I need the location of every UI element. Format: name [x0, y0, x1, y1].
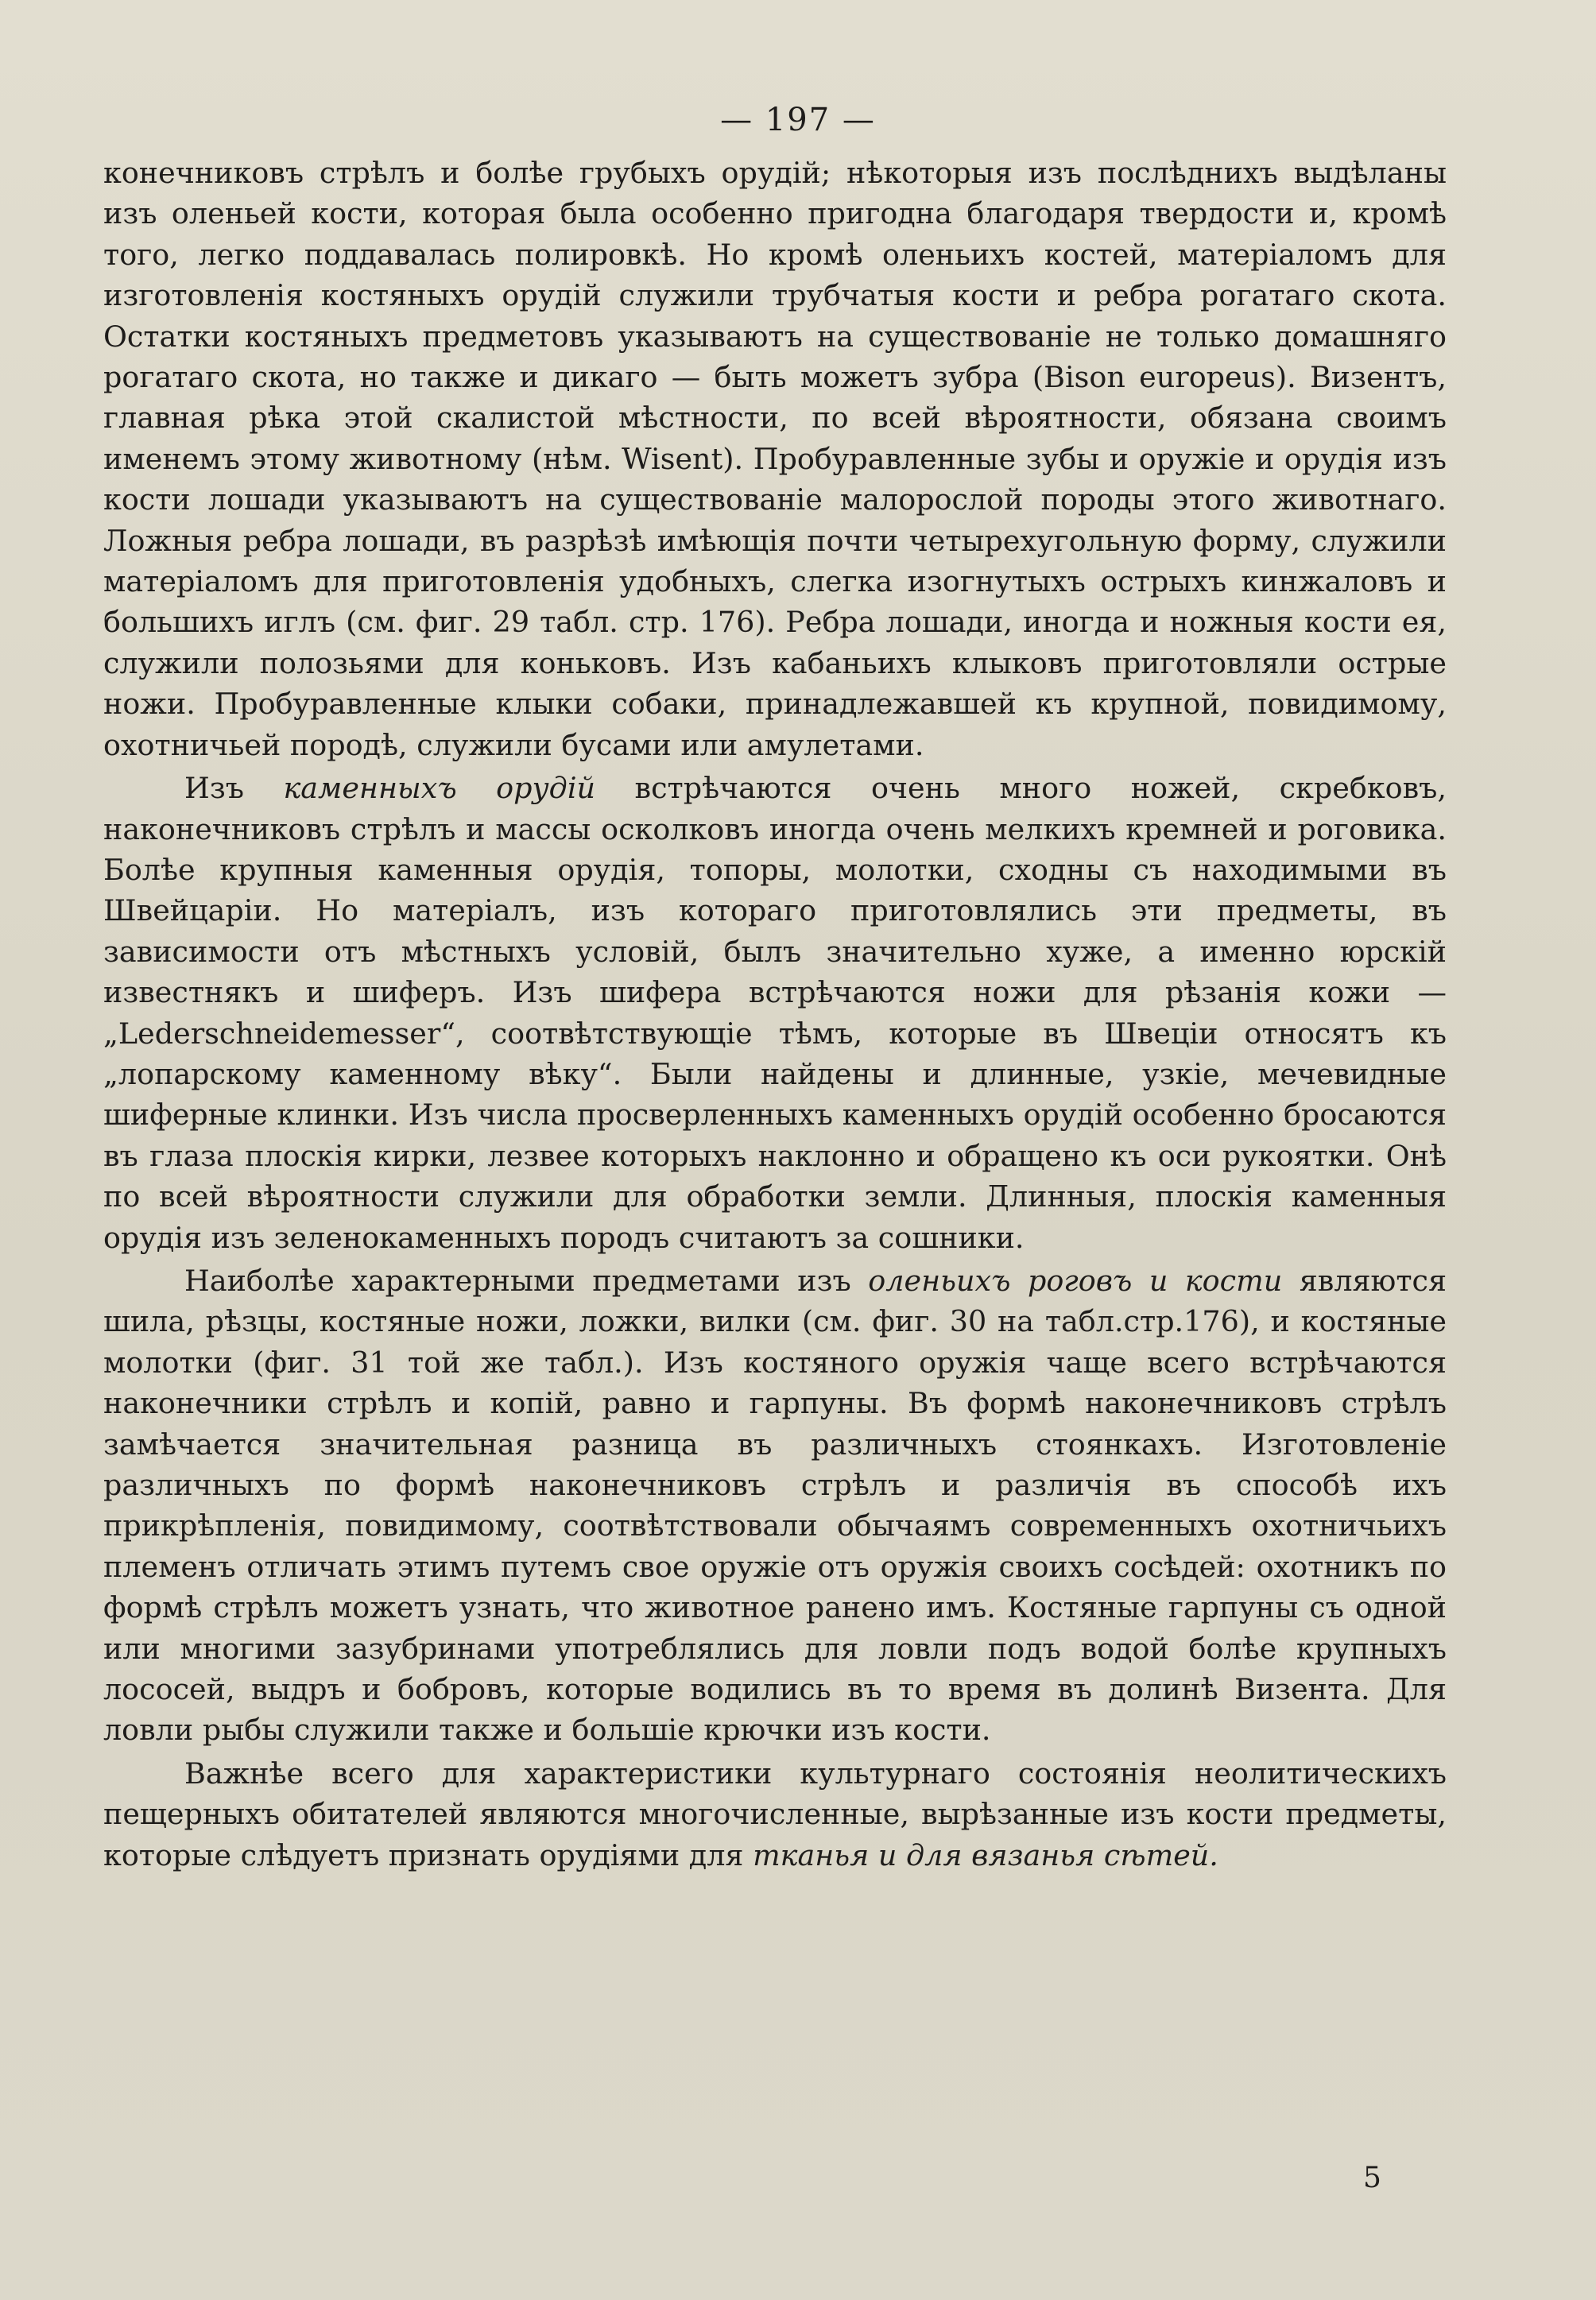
- paragraph-2-lead: Изъ: [184, 771, 284, 806]
- paragraph-3-rest: являются шила, рѣзцы, костяные ножи, ложки, вилки (см. фиг. 30 на табл.стр.176), и костяные молотки (фиг. 31 той же табл.). Изъ костяного оружія чаще всего встрѣчаются наконечники стрѣлъ и копій, равно и гарпуны. Въ формѣ наконечниковъ стрѣлъ замѣчается значительная разница въ различныхъ стоянкахъ. Изготовленіе различныхъ по формѣ наконечниковъ стрѣлъ и различія въ способѣ ихъ прикрѣпленія, повидимому, соотвѣтствовали обычаямъ современныхъ охотничьихъ племенъ отличать этимъ путемъ свое оружіе отъ оружія своихъ сосѣдей: охотникъ по формѣ стрѣлъ можетъ узнать, что животное ранено имъ. Костяные гарпуны съ одной или многими зазубринами употреблялись для ловли подъ водой болѣе крупныхъ лососей, выдръ и бобровъ, которые водились въ то время въ долинѣ Визента. Для ловли рыбы служили также и большіе крючки изъ кости.: [103, 1263, 1447, 1748]
- emphasis-antler-bone: оленьихъ роговъ и кости: [868, 1263, 1283, 1298]
- paragraph-4-lead: Важнѣе всего для характеристики культурнаго состоянія неолитическихъ пещерныхъ обитателей являются многочисленные, вырѣзанные изъ кости предметы, которые слѣдуетъ признать орудіями для: [103, 1756, 1447, 1872]
- paragraph-1: конечниковъ стрѣлъ и болѣе грубыхъ орудій; нѣкоторыя изъ послѣднихъ выдѣланы изъ оленьей кости, которая была особенно пригодна благодаря твердости и, кромѣ того, легко поддавалась полировкѣ. Но кромѣ оленьихъ костей, матеріаломъ для изготовленія костяныхъ орудій служили трубчатыя кости и ребра рогатаго скота. Остатки костяныхъ предметовъ указываютъ на существованіе не только домашняго рогатаго скота, но также и дикаго — быть можетъ зубра (Bison europeus). Визентъ, главная рѣка этой скалистой мѣстности, по всей вѣроятности, обязана своимъ именемъ этому животному (нѣм. Wisent). Пробуравленные зубы и оружіе и орудія изъ кости лошади указываютъ на существованіе малорослой породы этого животнаго. Ложныя ребра лошади, въ разрѣзѣ имѣющія почти четырехугольную форму, служили матеріаломъ для приготовленія удобныхъ, слегка изогнутыхъ острыхъ кинжаловъ и большихъ иглъ (см. фиг. 29 табл. стр. 176). Ребра лошади, иногда и ножныя кости ея, служили полозьями для коньковъ. Изъ кабаньихъ клыковъ приготовляли острые ножи. Пробуравленные клыки собаки, принадлежавшей къ крупной, повидимому, охотничьей породѣ, служили бусами или амулетами.: [103, 156, 1447, 762]
- page-number: — 197 —: [720, 102, 876, 138]
- body-text: [103, 153, 1447, 1876]
- paragraph-3-lead: Наиболѣе характерными предметами изъ: [184, 1263, 869, 1298]
- emphasis-weaving-nets: тканья и для вязанья сѣтей.: [753, 1837, 1218, 1872]
- paragraph-2-rest: встрѣчаются очень много ножей, скребковъ, наконечниковъ стрѣлъ и массы осколковъ иногда очень мелкихъ кремней и роговика. Болѣе крупныя каменныя орудія, топоры, молотки, сходны съ находимыми въ Швейцаріи. Но матеріалъ, изъ котораго приготовлялись эти предметы, въ зависимости отъ мѣстныхъ условій, былъ значительно хуже, а именно юрскій известнякъ и шиферъ. Изъ шифера встрѣчаются ножи для рѣзанія кожи — „Lederschneidemesser“, соотвѣтствующіе тѣмъ, которые въ Швеціи относятъ къ „лопарскому каменному вѣку“. Были найдены и длинные, узкіе, мечевидные шиферные клинки. Изъ числа просверленныхъ каменныхъ орудій особенно бросаются въ глаза плоскія кирки, лезвее которыхъ наклонно и обращено къ оси рукоятки. Онѣ по всей вѣроятности служили для обработки земли. Длинныя, плоскія каменныя орудія изъ зеленокаменныхъ породъ считаютъ за сошники.: [103, 771, 1447, 1255]
- paragraph-3: [103, 1260, 1447, 1751]
- emphasis-stone-tools: каменныхъ орудій: [283, 771, 595, 806]
- paragraph-2: [103, 768, 1447, 1258]
- signature-mark: 5: [1363, 2162, 1381, 2194]
- paragraph-4: [103, 1753, 1447, 1876]
